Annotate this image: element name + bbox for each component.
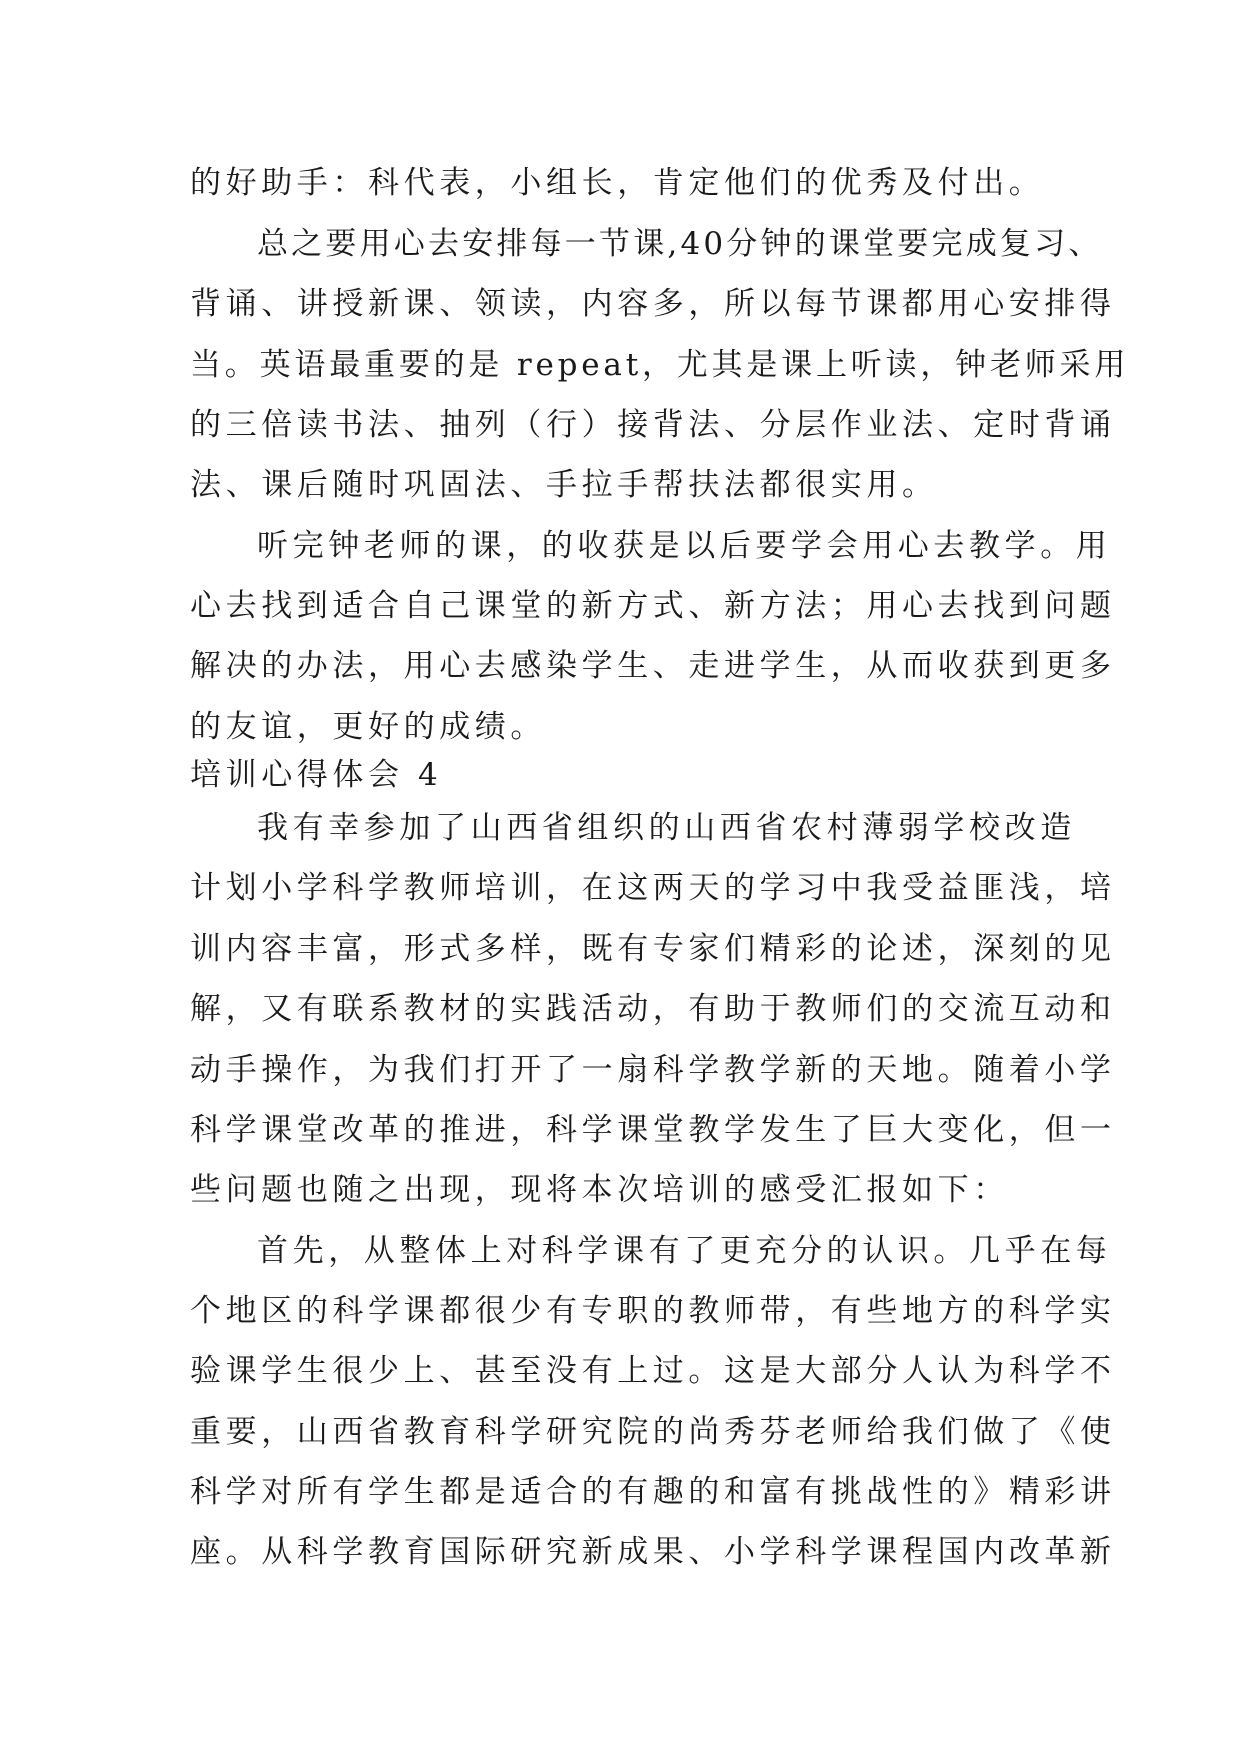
- text-line: 验课学生很少上、甚至没有上过。这是大部分人认为科学不: [190, 1353, 1116, 1389]
- text-line: 法、课后随时巩固法、手拉手帮扶法都很实用。: [190, 467, 938, 503]
- text-line: 背诵、讲授新课、领读，内容多，所以每节课都用心安排得: [190, 286, 1116, 322]
- text-line: 首先，从整体上对科学课有了更充分的认识。几乎在每: [257, 1233, 1112, 1269]
- section-heading: 培训心得体会 4: [190, 757, 443, 793]
- text-line: 的好助手：科代表，小组长，肯定他们的优秀及付出。: [190, 165, 1045, 201]
- text-line: 动手操作，为我们打开了一扇科学教学新的天地。随着小学: [190, 1052, 1116, 1088]
- text-line: 的三倍读书法、抽列（行）接背法、分层作业法、定时背诵: [190, 407, 1116, 443]
- text-line: 个地区的科学课都很少有专职的教师带，有些地方的科学实: [190, 1293, 1116, 1329]
- text-line: 训内容丰富，形式多样，既有专家们精彩的论述，深刻的见: [190, 931, 1116, 967]
- text-line: 科学对所有学生都是适合的有趣的和富有挑战性的》精彩讲: [190, 1474, 1116, 1510]
- text-line: 解，又有联系教材的实践活动，有助于教师们的交流互动和: [190, 991, 1116, 1027]
- text-line: 的友谊，更好的成绩。: [190, 709, 546, 745]
- text-line: 我有幸参加了山西省组织的山西省农村薄弱学校改造: [257, 810, 1076, 846]
- text-line: 科学课堂改革的推进，科学课堂教学发生了巨大变化，但一: [190, 1112, 1116, 1148]
- text-line: 总之要用心去安排每一节课,40分钟的课堂要完成复习、: [257, 226, 1103, 262]
- text-line: 重要，山西省教育科学研究院的尚秀芬老师给我们做了《使: [190, 1414, 1116, 1450]
- text-line: 计划小学科学教师培训，在这两天的学习中我受益匪浅，培: [190, 870, 1116, 906]
- text-line: 解决的办法，用心去感染学生、走进学生，从而收获到更多: [190, 648, 1116, 684]
- text-line: 座。从科学教育国际研究新成果、小学科学课程国内改革新: [190, 1534, 1116, 1570]
- text-line: 些问题也随之出现，现将本次培训的感受汇报如下：: [190, 1172, 1009, 1208]
- text-line: 当。英语最重要的是 repeat，尤其是课上听读，钟老师采用: [190, 347, 1130, 383]
- text-line: 听完钟老师的课，的收获是以后要学会用心去教学。用: [257, 528, 1112, 564]
- text-line: 心去找到适合自己课堂的新方式、新方法；用心去找到问题: [190, 588, 1116, 624]
